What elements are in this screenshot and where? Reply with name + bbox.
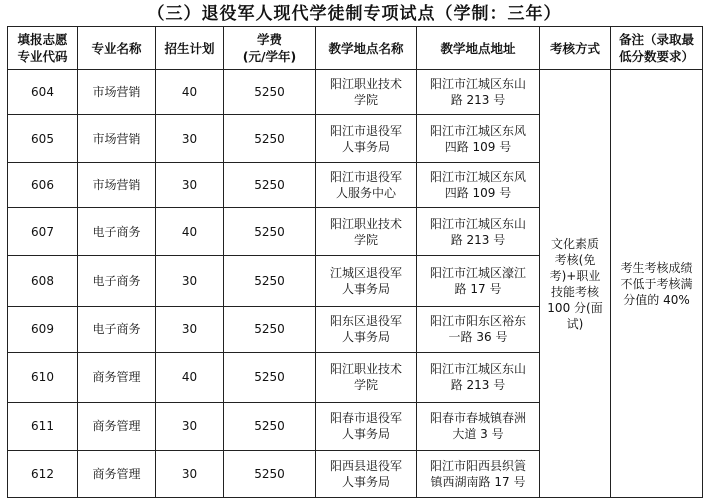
cell-code: 609 (8, 306, 78, 352)
cell-code: 608 (8, 256, 78, 306)
cell-code: 606 (8, 163, 78, 208)
cell-code: 612 (8, 450, 78, 497)
cell-site-name: 江城区退役军 人事务局 (316, 256, 417, 306)
cell-code: 605 (8, 115, 78, 163)
header-plan: 招生计划 (156, 27, 224, 70)
cell-site-name: 阳西县退役军 人事务局 (316, 450, 417, 497)
cell-major: 电子商务 (78, 306, 156, 352)
cell-plan: 30 (156, 115, 224, 163)
cell-site-addr: 阳江市江城区东山 路 213 号 (417, 352, 540, 402)
cell-site-addr: 阳江市阳西县织篢 镇西湖南路 17 号 (417, 450, 540, 497)
cell-fee: 5250 (224, 450, 316, 497)
header-row (8, 27, 703, 70)
cell-plan: 40 (156, 208, 224, 256)
cell-site-name: 阳江市退役军 人服务中心 (316, 163, 417, 208)
header-code: 填报志愿 专业代码 (8, 27, 78, 70)
cell-fee: 5250 (224, 163, 316, 208)
cell-site-addr: 阳江市江城区濠江 路 17 号 (417, 256, 540, 306)
cell-site-name: 阳春市退役军 人事务局 (316, 402, 417, 450)
cell-code: 604 (8, 70, 78, 115)
cell-site-addr: 阳江市阳东区裕东 一路 36 号 (417, 306, 540, 352)
cell-major: 商务管理 (78, 352, 156, 402)
cell-site-name: 阳江职业技术 学院 (316, 352, 417, 402)
cell-fee: 5250 (224, 352, 316, 402)
cell-code: 611 (8, 402, 78, 450)
cell-plan: 30 (156, 256, 224, 306)
cell-code: 610 (8, 352, 78, 402)
cell-note: 考生考核成绩 不低于考核满 分值的 40% (611, 70, 703, 498)
cell-site-addr: 阳江市江城区东风 四路 109 号 (417, 115, 540, 163)
cell-exam-method: 文化素质 考核(免 考)+职业 技能考核 100 分(面 试) (540, 70, 611, 498)
cell-site-addr: 阳春市春城镇春洲 大道 3 号 (417, 402, 540, 450)
cell-major: 市场营销 (78, 70, 156, 115)
cell-major: 商务管理 (78, 402, 156, 450)
header-site-name: 教学地点名称 (316, 27, 417, 70)
cell-plan: 30 (156, 163, 224, 208)
header-fee: 学费 (元/学年) (224, 27, 316, 70)
cell-fee: 5250 (224, 208, 316, 256)
cell-site-addr: 阳江市江城区东山 路 213 号 (417, 208, 540, 256)
cell-major: 电子商务 (78, 256, 156, 306)
header-exam: 考核方式 (540, 27, 611, 70)
cell-plan: 40 (156, 352, 224, 402)
cell-site-name: 阳江市退役军 人事务局 (316, 115, 417, 163)
cell-fee: 5250 (224, 115, 316, 163)
cell-site-addr: 阳江市江城区东风 四路 109 号 (417, 163, 540, 208)
cell-fee: 5250 (224, 256, 316, 306)
cell-plan: 30 (156, 450, 224, 497)
cell-site-name: 阳江职业技术 学院 (316, 208, 417, 256)
page-title: （三）退役军人现代学徒制专项试点（学制：三年） (147, 4, 562, 24)
cell-major: 电子商务 (78, 208, 156, 256)
header-note: 备注（录取最 低分数要求） (611, 27, 703, 70)
enrollment-table (7, 26, 703, 498)
cell-major: 商务管理 (78, 450, 156, 497)
cell-fee: 5250 (224, 402, 316, 450)
cell-site-addr: 阳江市江城区东山 路 213 号 (417, 70, 540, 115)
cell-plan: 40 (156, 70, 224, 115)
cell-major: 市场营销 (78, 115, 156, 163)
cell-plan: 30 (156, 402, 224, 450)
cell-fee: 5250 (224, 306, 316, 352)
cell-site-name: 阳东区退役军 人事务局 (316, 306, 417, 352)
header-major: 专业名称 (78, 27, 156, 70)
cell-plan: 30 (156, 306, 224, 352)
cell-major: 市场营销 (78, 163, 156, 208)
cell-code: 607 (8, 208, 78, 256)
cell-fee: 5250 (224, 70, 316, 115)
table-row (8, 70, 703, 115)
cell-site-name: 阳江职业技术 学院 (316, 70, 417, 115)
header-site-addr: 教学地点地址 (417, 27, 540, 70)
